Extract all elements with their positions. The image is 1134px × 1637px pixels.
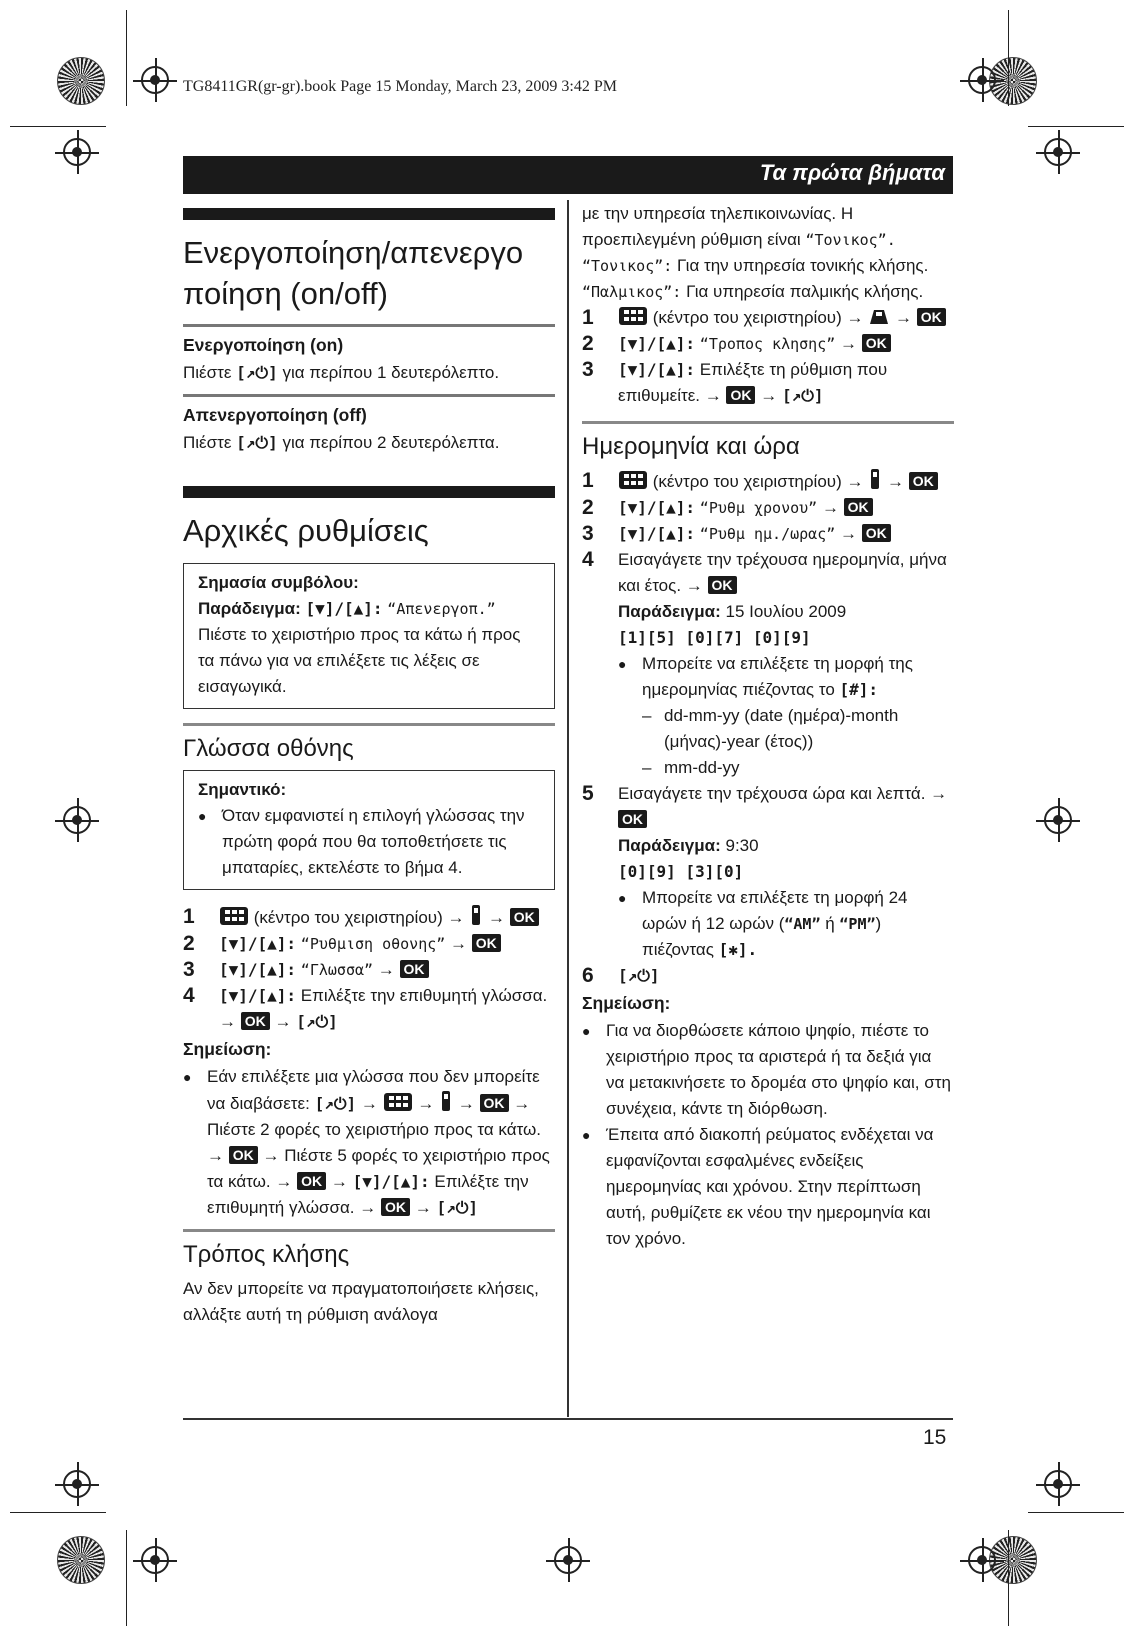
date-format-option: – mm-dd-yy	[642, 758, 740, 777]
crop-line	[1008, 10, 1009, 106]
important-box	[183, 770, 555, 890]
registration-mark-icon	[63, 806, 91, 834]
datetime-step-3: 3 [▼]/[▲]: “Ρυθμ ημ./ωρας” → OK	[582, 521, 954, 547]
ok-button-icon: OK	[510, 908, 539, 926]
power-key-icon: [↗⏻]	[436, 1198, 479, 1217]
datetime-title: Ημερομηνία και ώρα	[582, 433, 800, 460]
ok-button-icon: OK	[241, 1012, 270, 1030]
registration-mark-icon	[1044, 806, 1072, 834]
power-key-icon: [↗⏻]	[781, 386, 824, 405]
power-title: Ενεργοποίηση/απενεργο ποίηση (on/off)	[183, 235, 524, 311]
ok-button-icon: OK	[708, 576, 737, 594]
pulse-description: “Παλμικος”: Για υπηρεσία παλμικής κλήσης.	[582, 282, 924, 301]
language-step-1: 1 (κέντρο του χειριστηρίου) → → OK	[183, 904, 555, 931]
datetime-step-6: 6 [↗⏻]	[582, 964, 660, 987]
registration-mark-icon	[63, 1470, 91, 1498]
registration-mark-icon	[63, 138, 91, 166]
base-unit-icon	[868, 306, 890, 326]
tone-description: “Τονικος”: Για την υπηρεσία τονικής κλήσης.	[582, 256, 929, 275]
dial-step-2: 2 [▼]/[▲]: “Τροπος κλησης” → OK	[582, 331, 954, 357]
ok-button-icon: OK	[844, 498, 873, 516]
registration-mark-icon	[141, 66, 169, 94]
subheading-rule	[183, 394, 555, 397]
datetime-step-4: 4 Εισαγάγετε την τρέχουσα ημερομηνία, μήνα και έτος. → OK Παράδειγμα: 15 Ιουλίου 2009 [1][5] [0][7] [0][9] ● Μπορείτε να επιλέξετε τη μορφή της ημερομηνίας πιέζοντας το [#]: – dd-mm-yy (date (ημέρα)-month (μήνας)-year (έτος)) – mm-dd-yy	[582, 547, 954, 781]
important-bullet: ● Όταν εμφανιστεί η επιλογή γλώσσας την πρώτη φορά που θα τοποθετήσετε τις μπαταρίες, εκτελέστε το βήμα 4.	[198, 806, 525, 877]
subheading-rule	[183, 324, 555, 327]
language-step-3: 3 [▼]/[▲]: “Γλωσσα” → OK	[183, 957, 555, 983]
power-on-heading: Ενεργοποίηση (on)	[183, 335, 344, 355]
heading-rule	[183, 208, 555, 220]
crop-line	[10, 126, 106, 127]
registration-mark-icon	[1044, 138, 1072, 166]
ok-button-icon: OK	[618, 810, 647, 828]
ok-button-icon: OK	[381, 1198, 410, 1216]
box-title: Σημασία συμβόλου:	[198, 573, 359, 592]
ok-button-icon: OK	[862, 524, 891, 542]
datetime-step-2: 2 [▼]/[▲]: “Ρυθμ χρονου” → OK	[582, 495, 954, 521]
ok-button-icon: OK	[862, 334, 891, 352]
ok-button-icon: OK	[229, 1146, 258, 1164]
language-step-2: 2 [▼]/[▲]: “Ρυθμιση οθονης” → OK	[183, 931, 555, 957]
subheading-rule	[183, 1229, 555, 1232]
dial-step-3: 3 [▼]/[▲]: Επιλέξτε τη ρύθμιση που επιθυμείτε. → OK → [↗⏻]	[582, 358, 888, 405]
crop-line	[126, 10, 127, 106]
dial-step-1: 1 (κέντρο του χειριστηρίου) → → OK	[582, 305, 954, 331]
datetime-step-5: 5 Εισαγάγετε την τρέχουσα ώρα και λεπτά. → OK Παράδειγμα: 9:30 [0][9] [3][0] ● Μπορείτε να επιλέξετε τη μορφή 24 ωρών ή 12 ωρών (“AM” ή “PM”) πιέζοντας [✱].	[582, 781, 954, 963]
subheading-rule	[582, 421, 954, 424]
section-title: Τα πρώτα βήματα	[759, 160, 945, 185]
ok-button-icon: OK	[480, 1094, 509, 1112]
footer-rule	[183, 1418, 953, 1420]
menu-grid-icon	[383, 1092, 413, 1112]
registration-sunburst-icon	[57, 1536, 105, 1584]
datetime-note: ● Για να διορθώσετε κάποιο ψηφίο, πιέστε το χειριστήριο προς τα αριστερά ή τα δεξιά για να μετακινήσετε το δρομέα στο ψηφίο και, στη συνέχεια, κάντε τη διόρθωση.	[582, 1021, 951, 1118]
registration-mark-icon	[968, 1546, 996, 1574]
language-note: ● Εάν επιλέξετε μια γλώσσα που δεν μπορείτε να διαβάσετε: [↗⏻] → → → OK → Πιέστε 2 φορές το χειριστήριο προς τα κάτω. → OK → Πιέστε 5 φορές το χειριστήριο προς τα κάτω. → OK → [▼]/[▲]: Επιλέξτε την επιθυμητή γλώσσα. → OK → [↗⏻]	[183, 1067, 550, 1217]
right-column	[582, 201, 954, 1252]
menu-grid-icon	[618, 306, 648, 326]
registration-mark-icon	[1044, 1470, 1072, 1498]
registration-mark-icon	[968, 66, 996, 94]
registration-mark-icon	[554, 1546, 582, 1574]
datetime-step-1: 1 (κέντρο του χειριστηρίου) → → OK	[582, 468, 954, 495]
initial-settings-title: Αρχικές ρυθμίσεις	[183, 513, 429, 548]
box-example: Παράδειγμα: [▼]/[▲]: “Απενεργοπ.”	[198, 599, 496, 618]
power-off-heading: Απενεργοποίηση (off)	[183, 405, 367, 425]
dial-mode-text: Αν δεν μπορείτε να πραγματοποιήσετε κλήσεις, αλλάξτε αυτή τη ρύθμιση ανάλογα	[183, 1279, 539, 1324]
power-on-text: Πιέστε [↗⏻] για περίπου 1 δευτερόλεπτο.	[183, 363, 500, 382]
dial-mode-continued: με την υπηρεσία τηλεπικοινωνίας. Η προεπιλεγμένη ρύθμιση είναι “Τονικος”.	[582, 204, 896, 249]
datetime-note-label: Σημείωση:	[582, 993, 671, 1013]
ok-button-icon: OK	[472, 934, 501, 952]
box-text: Πιέστε το χειριστήριο προς τα κάτω ή προς τα πάνω για να επιλέξετε τις λέξεις σε εισαγωγικά.	[198, 625, 521, 696]
power-key-icon: [↗⏻]	[618, 966, 660, 985]
time-example-keys: [0][9] [3][0]	[618, 862, 744, 881]
power-key-icon: [↗⏻]	[236, 363, 278, 382]
subheading-rule	[183, 723, 555, 726]
ok-button-icon: OK	[909, 472, 938, 490]
date-format-bullet: ● Μπορείτε να επιλέξετε τη μορφή της ημερομηνίας πιέζοντας το [#]:	[618, 654, 913, 699]
menu-grid-icon	[618, 470, 648, 490]
crop-line	[10, 1512, 106, 1513]
power-key-icon: [↗⏻]	[296, 1012, 338, 1031]
crop-line	[1008, 1530, 1009, 1626]
power-key-icon: [↗⏻]	[236, 433, 278, 452]
crop-line	[1028, 126, 1124, 127]
ok-button-icon: OK	[400, 960, 429, 978]
handset-icon	[469, 904, 483, 926]
date-format-option: – dd-mm-yy (date (ημέρα)-month (μήνας)-year (έτος))	[642, 706, 899, 751]
registration-sunburst-icon	[57, 57, 105, 105]
handset-icon	[439, 1090, 453, 1112]
column-divider	[567, 200, 569, 1417]
power-key-icon: [↗⏻]	[314, 1094, 357, 1113]
time-format-bullet: ● Μπορείτε να επιλέξετε τη μορφή 24 ωρών ή 12 ωρών (“AM” ή “PM”) πιέζοντας [✱].	[618, 888, 908, 959]
page-number: 15	[923, 1426, 947, 1449]
symbol-meaning-box	[183, 563, 555, 709]
ok-button-icon: OK	[297, 1172, 326, 1190]
print-header: TG8411GR(gr-gr).book Page 15 Monday, March 23, 2009 3:42 PM	[183, 78, 617, 95]
heading-rule	[183, 486, 555, 498]
dial-mode-title: Τρόπος κλήσης	[183, 1241, 350, 1268]
language-title: Γλώσσα οθόνης	[183, 735, 354, 762]
important-label: Σημαντικό:	[198, 780, 287, 799]
handset-icon	[868, 468, 882, 490]
section-header-bar	[183, 156, 953, 194]
ok-button-icon: OK	[917, 308, 946, 326]
language-step-4: 4 [▼]/[▲]: Επιλέξτε την επιθυμητή γλώσσα. → OK → [↗⏻]	[183, 984, 548, 1031]
datetime-note: ● Έπειτα από διακοπή ρεύματος ενδέχεται να εμφανίζονται εσφαλμένες ενδείξεις ημερομηνίας και χρόνου. Στην περίπτωση αυτή, ρυθμίζετε εκ νέου την ημερομηνία και τον χρόνο.	[582, 1125, 934, 1248]
registration-mark-icon	[141, 1546, 169, 1574]
menu-grid-icon	[219, 906, 249, 926]
ok-button-icon: OK	[726, 386, 755, 404]
language-note-label: Σημείωση:	[183, 1039, 272, 1059]
crop-line	[1028, 1512, 1124, 1513]
date-example-keys: [1][5] [0][7] [0][9]	[618, 628, 811, 647]
crop-line	[126, 1530, 127, 1626]
power-off-text: Πιέστε [↗⏻] για περίπου 2 δευτερόλεπτα.	[183, 433, 500, 452]
left-column	[183, 208, 555, 1328]
